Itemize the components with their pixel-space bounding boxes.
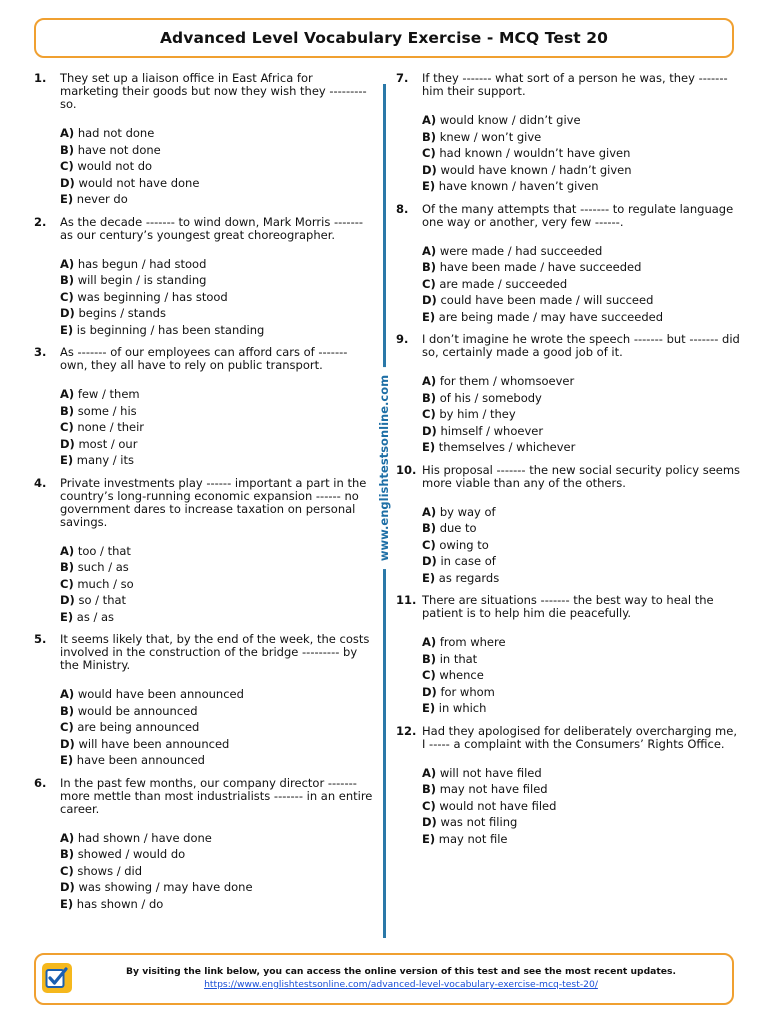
option-text: much / so	[77, 576, 134, 591]
option-letter: B)	[422, 782, 437, 796]
question-1	[34, 72, 374, 208]
side-url[interactable]: www.englishtestsonline.com	[373, 367, 395, 569]
option-letter: C)	[60, 863, 74, 878]
option-letter: E)	[422, 701, 436, 715]
option-text: would have known / hadn’t given	[440, 162, 632, 177]
option-letter: A)	[60, 830, 75, 845]
question-4	[34, 477, 374, 626]
option-letter: B)	[422, 651, 437, 666]
answer-option[interactable]	[422, 765, 741, 782]
option-text: would have been announced	[77, 687, 244, 701]
question-stem	[396, 594, 741, 620]
option-letter: D)	[422, 554, 437, 568]
option-letter: A)	[60, 687, 75, 701]
answer-option[interactable]	[422, 504, 741, 521]
option-letter: A)	[422, 635, 437, 649]
option-letter: B)	[60, 847, 75, 861]
option-letter: E)	[60, 322, 74, 337]
option-list	[396, 243, 741, 326]
option-text: by way of	[439, 504, 496, 519]
option-letter: C)	[422, 668, 436, 682]
option-list	[396, 634, 741, 717]
answer-option[interactable]	[422, 781, 741, 798]
option-letter: D)	[422, 684, 437, 699]
answer-option[interactable]	[422, 112, 741, 129]
option-text: for them / whomsoever	[439, 374, 575, 388]
option-list	[34, 543, 374, 626]
question-text: Private investments play ------ important a part in the country’s long-running economic expansion ------ no government dares to increase taxation on personal savings.	[60, 475, 367, 529]
option-text: such / as	[77, 560, 129, 574]
question-stem	[396, 203, 741, 229]
option-letter: E)	[60, 609, 74, 624]
option-letter: D)	[422, 293, 437, 307]
question-number: 6.	[34, 775, 47, 790]
option-text: shows / did	[77, 863, 143, 878]
option-letter: B)	[60, 403, 75, 418]
answer-option[interactable]	[60, 158, 374, 175]
option-letter: D)	[422, 815, 437, 829]
footer-link[interactable]: https://www.englishtestsonline.com/advanced-level-vocabulary-exercise-mcq-test-20/	[204, 979, 598, 990]
question-number: 5.	[34, 632, 47, 646]
option-text: showed / would do	[77, 847, 186, 861]
option-text: most / our	[78, 436, 138, 451]
question-text: It seems likely that, by the end of the week, the costs involved in the construction of the bridge --------- by the Ministry.	[60, 632, 370, 672]
option-text: whence	[439, 668, 484, 682]
option-text: had known / wouldn’t have given	[439, 146, 631, 160]
option-letter: D)	[60, 736, 75, 751]
question-number: 11.	[396, 593, 417, 607]
question-number: 4.	[34, 475, 47, 490]
option-text: was not filing	[440, 815, 518, 829]
answer-option[interactable]	[60, 125, 374, 142]
question-8	[396, 203, 741, 326]
option-letter: E)	[422, 570, 436, 585]
option-text: would know / didn’t give	[439, 113, 581, 127]
question-stem	[34, 633, 374, 672]
answer-option[interactable]	[422, 553, 741, 570]
option-letter: E)	[422, 440, 436, 454]
question-stem	[396, 725, 741, 751]
option-text: too / that	[77, 543, 131, 558]
option-letter: B)	[422, 390, 437, 405]
option-text: are made / succeeded	[439, 276, 568, 291]
question-stem	[396, 333, 741, 359]
answer-option[interactable]	[422, 162, 741, 179]
answer-option[interactable]	[422, 634, 741, 651]
answer-option[interactable]	[60, 609, 374, 626]
answer-option[interactable]	[422, 439, 741, 456]
option-letter: A)	[60, 543, 75, 558]
option-letter: D)	[60, 436, 75, 451]
answer-option[interactable]	[422, 423, 741, 440]
answer-option[interactable]	[422, 651, 741, 668]
answer-option[interactable]	[60, 703, 374, 720]
option-text: never do	[76, 192, 128, 206]
question-text: They set up a liaison office in East Africa for marketing their goods but now they wish they --------- so.	[60, 71, 367, 111]
answer-option[interactable]	[422, 684, 741, 701]
answer-option[interactable]	[60, 142, 374, 159]
answer-option[interactable]	[60, 736, 374, 753]
option-text: himself / whoever	[440, 423, 544, 438]
option-text: have been made / have succeeded	[439, 260, 642, 274]
answer-option[interactable]	[422, 259, 741, 276]
answer-option[interactable]	[422, 243, 741, 260]
answer-option[interactable]	[60, 289, 374, 306]
question-text: Of the many attempts that ------- to regulate language one way or another, very few ------.	[422, 201, 734, 229]
question-stem	[34, 216, 374, 242]
option-letter: E)	[422, 179, 436, 193]
option-text: by him / they	[439, 407, 516, 421]
question-stem	[34, 477, 374, 529]
option-text: so / that	[78, 593, 127, 607]
option-text: as regards	[438, 570, 500, 585]
answer-option[interactable]	[60, 272, 374, 289]
option-text: would not do	[77, 159, 153, 173]
question-5	[34, 633, 374, 769]
checkbox-logo-icon	[42, 963, 72, 993]
answer-option[interactable]	[60, 752, 374, 769]
option-letter: E)	[60, 753, 74, 767]
option-letter: A)	[422, 243, 437, 258]
option-letter: C)	[422, 276, 436, 291]
option-text: were made / had succeeded	[439, 243, 603, 258]
answer-option[interactable]	[60, 543, 374, 560]
question-11	[396, 594, 741, 717]
option-letter: C)	[60, 289, 74, 304]
option-text: has shown / do	[76, 896, 164, 911]
option-text: was showing / may have done	[78, 880, 253, 894]
question-text: As the decade ------- to wind down, Mark Morris ------- as our century’s youngest great choreographer.	[60, 214, 364, 242]
answer-option[interactable]	[422, 178, 741, 195]
answer-option[interactable]	[422, 700, 741, 717]
answer-option[interactable]	[60, 719, 374, 736]
option-text: may not file	[438, 831, 508, 846]
question-text: As ------- of our employees can afford cars of ------- own, they all have to rely on public transport.	[60, 345, 348, 372]
question-text: There are situations ------- the best way to heal the patient is to help him die peacefully.	[422, 593, 714, 620]
option-text: has begun / had stood	[77, 256, 207, 271]
option-text: from where	[439, 635, 506, 649]
answer-option[interactable]	[422, 814, 741, 831]
answer-option[interactable]	[60, 419, 374, 436]
option-text: many / its	[76, 453, 135, 467]
option-letter: D)	[422, 162, 437, 177]
option-text: will begin / is standing	[77, 273, 207, 287]
answer-option[interactable]	[60, 846, 374, 863]
option-text: is beginning / has been standing	[76, 322, 265, 337]
answer-option[interactable]	[60, 896, 374, 913]
option-text: are being made / may have succeeded	[438, 309, 663, 324]
option-text: knew / won’t give	[439, 129, 542, 144]
question-10	[396, 464, 741, 587]
question-number: 3.	[34, 345, 47, 359]
answer-option[interactable]	[422, 537, 741, 554]
answer-option[interactable]	[422, 798, 741, 815]
option-list	[396, 373, 741, 456]
option-letter: D)	[60, 306, 75, 320]
answer-option[interactable]	[422, 276, 741, 293]
answer-option[interactable]	[422, 520, 741, 537]
option-text: in case of	[440, 554, 496, 568]
question-stem	[396, 72, 741, 98]
option-letter: C)	[60, 420, 74, 434]
question-text: I don’t imagine he wrote the speech ------- but ------- did so, certainly made a good job of it.	[422, 332, 740, 359]
answer-option[interactable]	[60, 559, 374, 576]
option-letter: B)	[422, 129, 437, 144]
answer-option[interactable]	[60, 830, 374, 847]
option-letter: B)	[422, 521, 437, 535]
option-letter: C)	[422, 407, 436, 421]
option-list	[34, 830, 374, 913]
option-text: would not have done	[78, 175, 200, 190]
option-letter: C)	[60, 159, 74, 173]
option-text: could have been made / will succeed	[440, 293, 654, 307]
option-text: would be announced	[77, 703, 198, 718]
answer-option[interactable]	[60, 305, 374, 322]
answer-option[interactable]	[60, 452, 374, 469]
question-stem	[34, 72, 374, 111]
option-letter: B)	[60, 560, 75, 574]
option-letter: E)	[422, 831, 436, 846]
answer-option[interactable]	[60, 175, 374, 192]
answer-option[interactable]	[60, 686, 374, 703]
option-letter: A)	[422, 765, 437, 780]
option-list	[34, 686, 374, 769]
footer-text: By visiting the link below, you can access the online version of this test and see the most recent updates.	[126, 966, 676, 977]
question-12	[396, 725, 741, 848]
question-text: If they ------- what sort of a person he was, they ------- him their support.	[422, 71, 728, 98]
option-text: have not done	[77, 142, 161, 157]
option-text: are being announced	[77, 720, 200, 734]
question-number: 1.	[34, 71, 47, 85]
option-letter: D)	[60, 175, 75, 190]
option-list	[34, 386, 374, 469]
answer-option[interactable]	[60, 322, 374, 339]
option-text: had shown / have done	[77, 830, 212, 845]
title-box	[34, 18, 734, 58]
option-text: in which	[438, 701, 487, 715]
answer-option[interactable]	[422, 831, 741, 848]
left-column	[34, 72, 374, 920]
right-column	[396, 72, 741, 855]
answer-option[interactable]	[60, 386, 374, 403]
option-list	[396, 765, 741, 848]
answer-option[interactable]	[422, 570, 741, 587]
question-number: 9.	[396, 332, 409, 346]
answer-option[interactable]	[60, 592, 374, 609]
option-letter: A)	[422, 374, 437, 388]
question-text: Had they apologised for deliberately overcharging me, I ----- a complaint with the Consumers’ Rights Office.	[422, 723, 737, 751]
question-stem	[396, 464, 741, 490]
option-list	[396, 112, 741, 195]
option-letter: C)	[422, 146, 436, 160]
question-stem	[34, 777, 374, 816]
answer-option[interactable]	[422, 667, 741, 684]
option-letter: D)	[60, 593, 75, 607]
option-text: of his / somebody	[439, 390, 542, 405]
footer-box	[34, 953, 734, 1005]
option-text: some / his	[77, 403, 137, 418]
answer-option[interactable]	[60, 863, 374, 880]
option-text: none / their	[77, 420, 145, 434]
option-list	[34, 256, 374, 339]
option-text: have been announced	[76, 753, 205, 767]
option-text: begins / stands	[78, 306, 166, 320]
option-text: as / as	[76, 609, 115, 624]
option-text: had not done	[77, 126, 155, 140]
option-text: in that	[439, 651, 478, 666]
question-number: 7.	[396, 71, 409, 85]
question-text: In the past few months, our company director ------- more mettle than most industrialists ------- in an entire career.	[60, 775, 373, 816]
option-letter: A)	[422, 504, 437, 519]
option-letter: B)	[60, 142, 75, 157]
option-letter: E)	[60, 453, 74, 467]
question-6	[34, 777, 374, 913]
option-list	[34, 125, 374, 208]
option-text: themselves / whichever	[438, 440, 576, 454]
answer-option[interactable]	[422, 129, 741, 146]
answer-option[interactable]	[60, 191, 374, 208]
option-letter: C)	[422, 798, 436, 813]
option-text: was beginning / has stood	[77, 289, 228, 304]
option-text: will not have filed	[439, 765, 542, 780]
question-number: 10.	[396, 462, 417, 477]
page-title: Advanced Level Vocabulary Exercise - MCQ Test 20	[159, 29, 609, 47]
answer-option[interactable]	[422, 373, 741, 390]
option-letter: A)	[422, 113, 437, 127]
option-letter: B)	[60, 273, 75, 287]
option-letter: A)	[60, 387, 75, 401]
option-letter: E)	[60, 192, 74, 206]
question-7	[396, 72, 741, 195]
answer-option[interactable]	[60, 256, 374, 273]
question-number: 8.	[396, 201, 409, 216]
option-list	[396, 504, 741, 587]
option-text: will have been announced	[78, 736, 230, 751]
option-letter: E)	[422, 309, 436, 324]
option-letter: D)	[60, 880, 75, 894]
option-letter: C)	[60, 576, 74, 591]
answer-option[interactable]	[60, 403, 374, 420]
option-letter: B)	[422, 260, 437, 274]
option-letter: D)	[422, 423, 437, 438]
option-text: few / them	[77, 387, 140, 401]
option-text: owing to	[439, 537, 489, 552]
answer-option[interactable]	[60, 436, 374, 453]
answer-option[interactable]	[422, 145, 741, 162]
answer-option[interactable]	[60, 576, 374, 593]
answer-option[interactable]	[60, 879, 374, 896]
option-letter: E)	[60, 896, 74, 911]
question-2	[34, 216, 374, 339]
answer-option[interactable]	[422, 309, 741, 326]
option-letter: C)	[60, 720, 74, 734]
option-text: due to	[439, 521, 477, 535]
option-text: have known / haven’t given	[438, 179, 599, 193]
option-text: may not have filed	[439, 782, 548, 796]
option-letter: B)	[60, 703, 75, 718]
question-9	[396, 333, 741, 456]
answer-option[interactable]	[422, 292, 741, 309]
option-letter: A)	[60, 126, 75, 140]
question-number: 2.	[34, 214, 47, 229]
question-text: His proposal ------- the new social security policy seems more viable than any of the others.	[422, 462, 741, 490]
option-text: would not have filed	[439, 798, 557, 813]
question-number: 12.	[396, 723, 417, 738]
option-letter: C)	[422, 537, 436, 552]
option-text: for whom	[440, 684, 495, 699]
answer-option[interactable]	[422, 406, 741, 423]
option-letter: A)	[60, 256, 75, 271]
answer-option[interactable]	[422, 390, 741, 407]
question-stem	[34, 346, 374, 372]
question-3	[34, 346, 374, 469]
